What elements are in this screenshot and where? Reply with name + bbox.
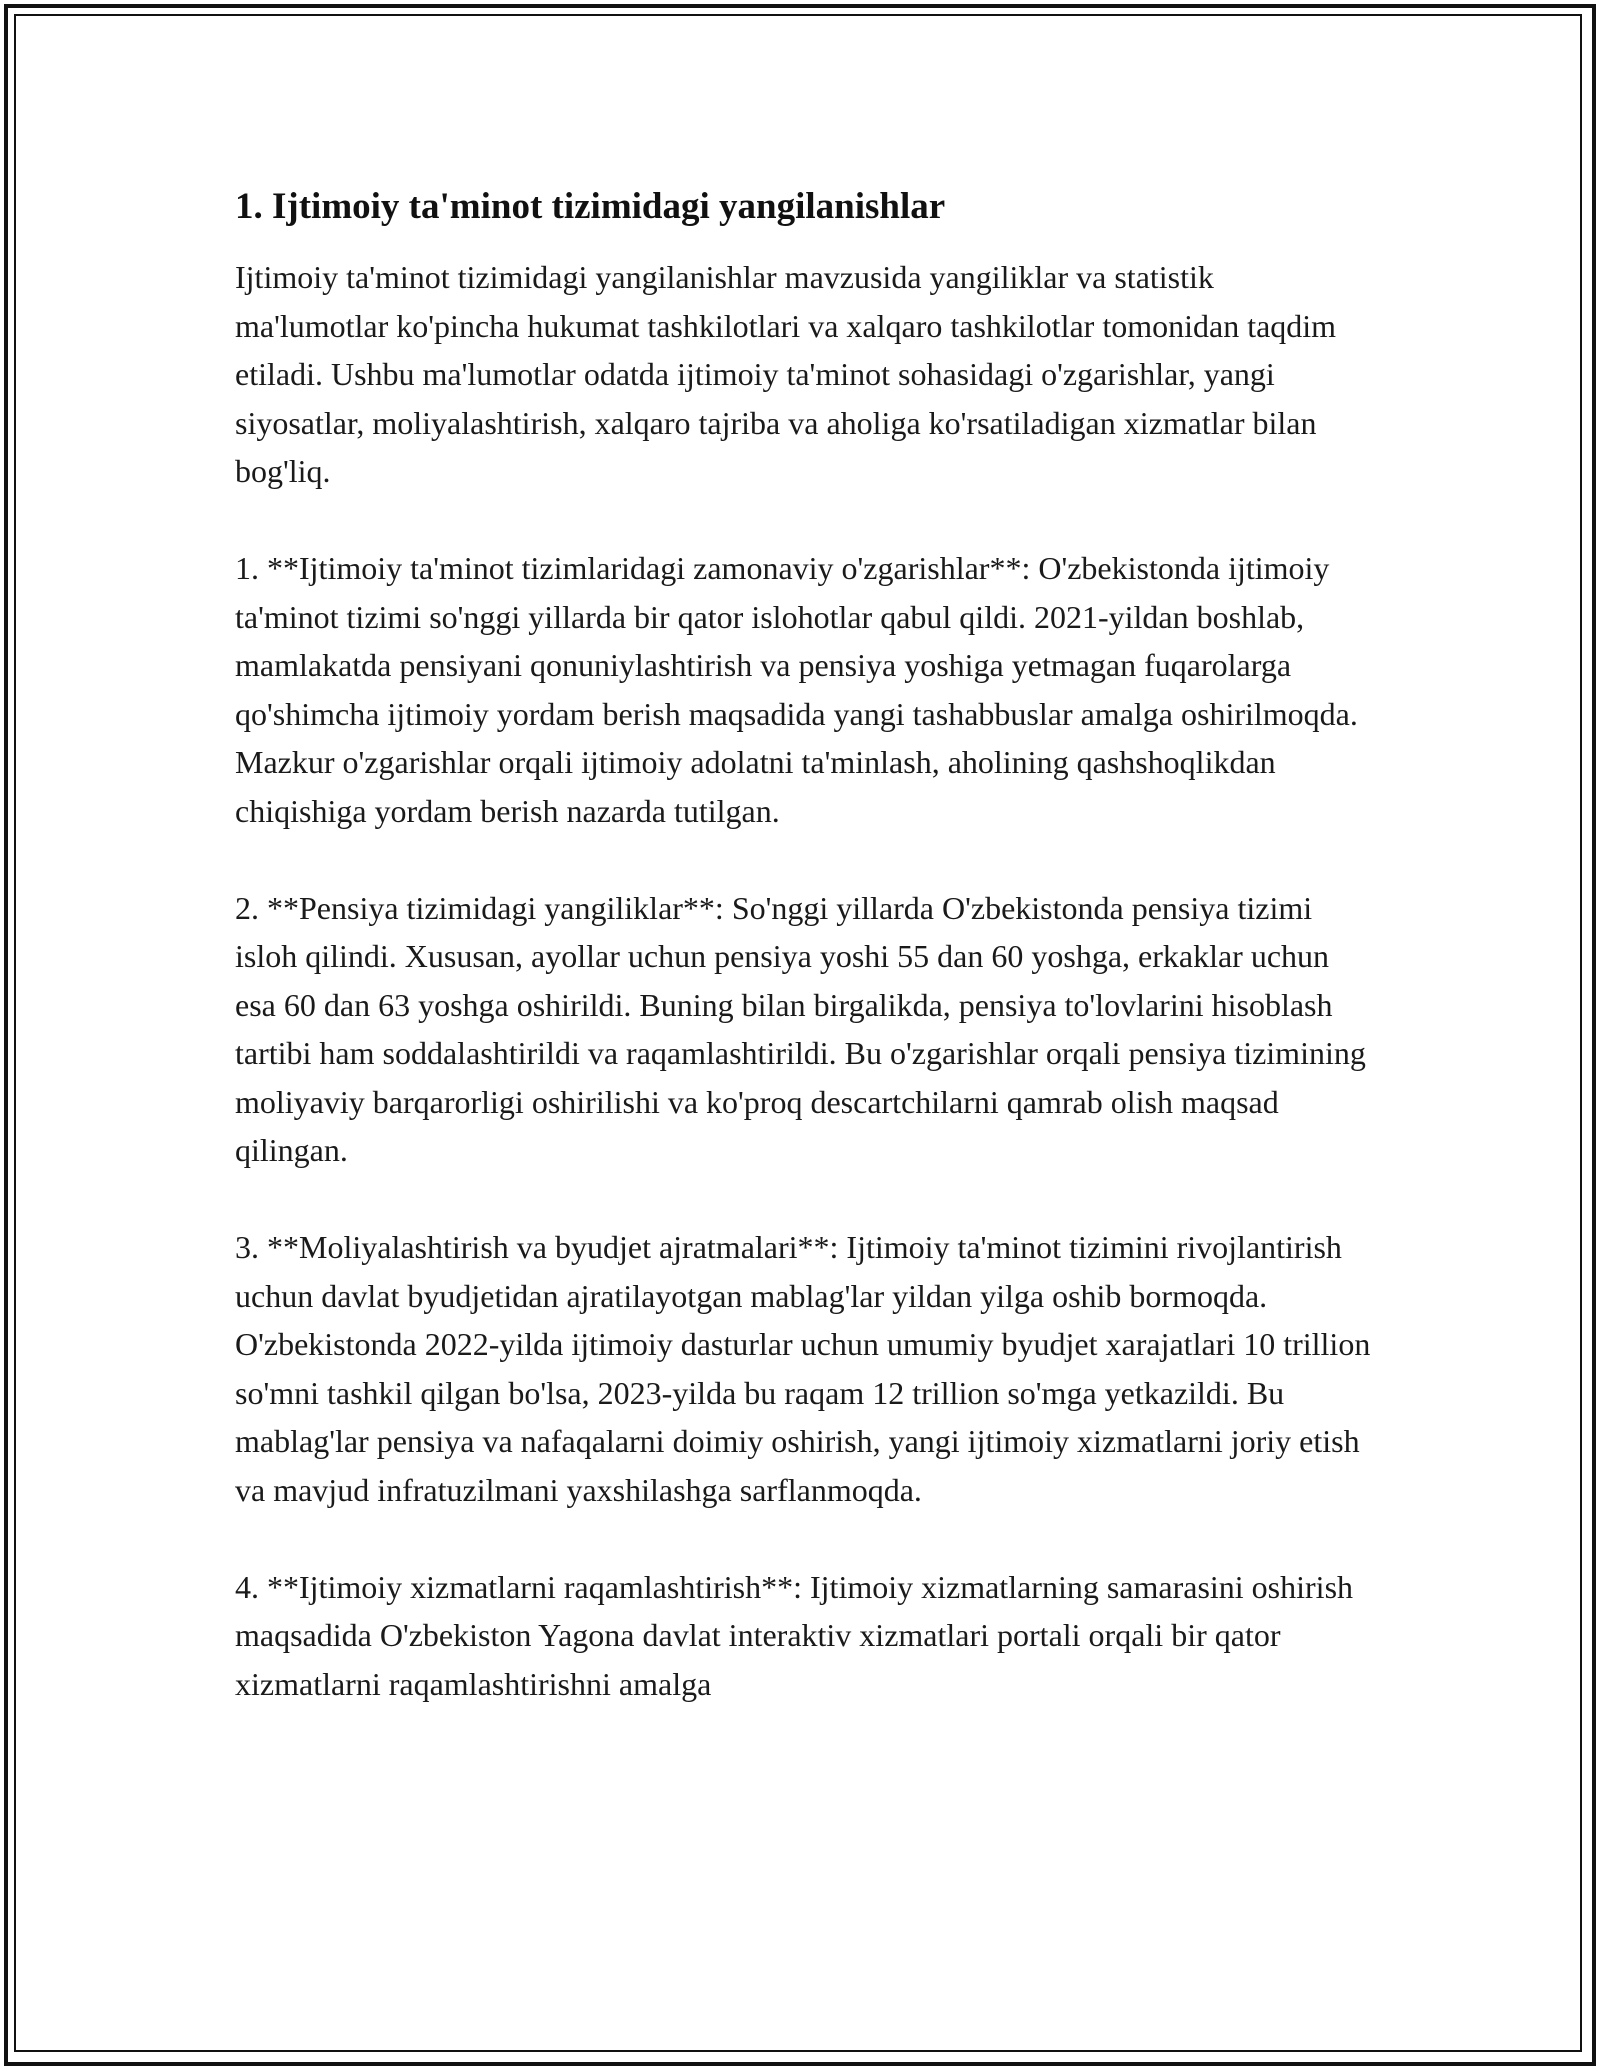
paragraph-item-2: 2. **Pensiya tizimidagi yangiliklar**: So'nggi yillarda O'zbekistonda pensiya tizimi isloh qilindi. Xususan, ayollar uchun pensiya yoshi 55 dan 60 yoshga, erkaklar uchun esa 60 dan 63 yoshga oshirildi. Buning bilan birgalikda, pensiya to'lovlarini hisoblash tartibi ham soddalashtirildi va raqamlashtirildi. Bu o'zgarishlar orqali pensiya tizimining moliyaviy barqarorligi oshirilishi va ko'proq descartchilarni qamrab olish maqsad qilingan. [235,889,1366,1169]
document-body [235,185,1375,1708]
paragraph-item-1: 1. **Ijtimoiy ta'minot tizimlaridagi zamonaviy o'zgarishlar**: O'zbekistonda ijtimoiy ta'minot tizimi so'nggi yillarda bir qator islohotlar qabul qildi. 2021-yildan boshlab, mamlakatda pensiyani qonuniylashtirish va pensiya yoshiga yetmagan fuqarolarga qo'shimcha ijtimoiy yordam berish maqsadida yangi tashabbuslar amalga oshirilmoqda. Mazkur o'zgarishlar orqali ijtimoiy adolatni ta'minlash, aholining qashshoqlikdan chiqishiga yordam berish nazarda tutilgan. [235,550,1358,829]
paragraph-item-3: 3. **Moliyalashtirish va byudjet ajratmalari**: Ijtimoiy ta'minot tizimini rivojlantirish uchun davlat byudjetidan ajratilayotgan mablag'lar yildan yilga oshib bormoqda. O'zbekistonda 2022-yilda ijtimoiy dasturlar uchun umumiy byudjet xarajatlari 10 trillion so'mni tashkil qilgan bo'lsa, 2023-yilda bu raqam 12 trillion so'mga yetkazildi. Bu mablag'lar pensiya va nafaqalarni doimiy oshirish, yangi ijtimoiy xizmatlarni joriy etish va mavjud infratuzilmani yaxshilashga sarflanmoqda. [235,1229,1371,1508]
intro-paragraph: Ijtimoiy ta'minot tizimidagi yangilanishlar mavzusida yangiliklar va statistik ma'lumotlar ko'pincha hukumat tashkilotlari va xalqaro tashkilotlar tomonidan taqdim etiladi. Ushbu ma'lumotlar odatda ijtimoiy ta'minot sohasidagi o'zgarishlar, yangi siyosatlar, moliyalashtirish, xalqaro tajriba va aholiga ko'rsatiladigan xizmatlar bilan bog'liq. [235,259,1337,490]
paragraph-item-4: 4. **Ijtimoiy xizmatlarni raqamlashtirish**: Ijtimoiy xizmatlarning samarasini oshirish maqsadida O'zbekiston Yagona davlat interaktiv xizmatlari portali orqali bir qator xizmatlarni raqamlashtirishni amalga [235,1568,1354,1702]
section-heading: 1. Ijtimoiy ta'minot tizimidagi yangilanishlar [235,186,946,227]
